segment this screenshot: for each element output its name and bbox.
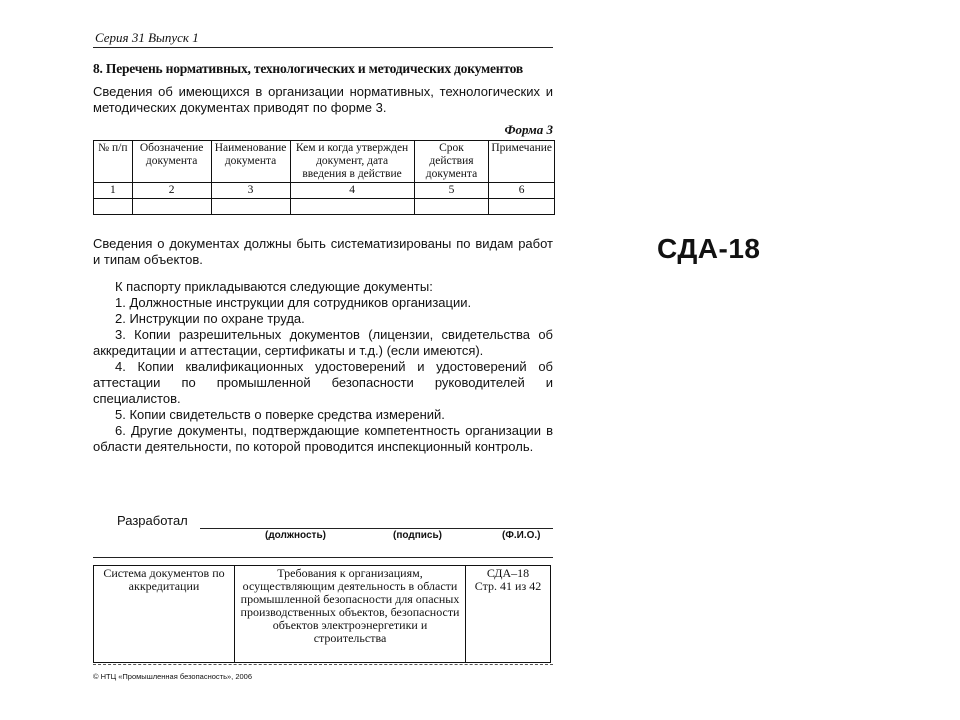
col-approved-header: Кем и когда утвержден документ, дата введения в действие	[290, 141, 414, 183]
col-note-index: 6	[489, 183, 555, 199]
attachment-item: 3. Копии разрешительных документов (лицензии, свидетельства об аккредитации и аттестации, сертификаты и т.д.) (если имеются).	[93, 327, 553, 358]
footer-requirements: Требования к организациям, осуществляющим деятельность в области промышленной безопасности для опасных производственных объектов, безопасности объектов электроэнергетики и строительства	[235, 566, 466, 663]
footer-divider	[93, 664, 553, 665]
col-designation-header: Обозначение документа	[132, 141, 211, 183]
form-label: Форма 3	[504, 122, 553, 137]
header-rule	[93, 47, 553, 48]
attachments-list	[93, 279, 553, 455]
col-note-header: Примечание	[489, 141, 555, 183]
empty-cell	[489, 199, 555, 215]
form3-number-row	[94, 183, 555, 199]
attachment-item: 1. Должностные инструкции для сотрудников организации.	[115, 295, 472, 310]
footer-table	[93, 565, 551, 663]
empty-cell	[211, 199, 290, 215]
col-approved-index: 4	[290, 183, 414, 199]
signature-line	[200, 528, 553, 529]
col-number-header: № п/п	[94, 141, 133, 183]
empty-cell	[414, 199, 489, 215]
section-title: 8. Перечень нормативных, технологических и методических документов	[93, 61, 523, 76]
empty-cell	[132, 199, 211, 215]
systematize-paragraph: Сведения о документах должны быть систематизированы по видам работ и типам объектов.	[93, 236, 553, 267]
footer-top-rule	[93, 557, 553, 558]
form3-empty-row	[94, 199, 555, 215]
attachment-item: 5. Копии свидетельств о поверке средства измерений.	[115, 407, 445, 422]
position-caption: (должность)	[265, 530, 326, 541]
col-validity-header: Срок действия документа	[414, 141, 489, 183]
footer-system: Система документов по аккредитации	[94, 566, 235, 663]
document-code: СДА-18	[657, 233, 761, 264]
sign-caption: (подпись)	[393, 530, 442, 541]
footer-code: СДА–18	[486, 566, 530, 580]
series-header: Серия 31 Выпуск 1	[95, 30, 199, 45]
col-designation-index: 2	[132, 183, 211, 199]
col-name-header: Наименование документа	[211, 141, 290, 183]
attachment-item: 2. Инструкции по охране труда.	[115, 311, 305, 326]
form3-header-row	[94, 141, 555, 183]
col-name-index: 3	[211, 183, 290, 199]
form3-table	[93, 140, 555, 215]
intro-paragraph: Сведения об имеющихся в организации нормативных, технологических и методических документах приводят по форме 3.	[93, 84, 553, 115]
attachments-intro: К паспорту прикладываются следующие документы:	[115, 279, 433, 294]
copyright: © НТЦ «Промышленная безопасность», 2006	[93, 672, 253, 681]
footer-code-cell	[466, 566, 551, 663]
col-validity-index: 5	[414, 183, 489, 199]
fio-caption: (Ф.И.О.)	[502, 530, 541, 541]
empty-cell	[94, 199, 133, 215]
developed-by-label: Разработал	[117, 513, 188, 528]
attachment-item: 4. Копии квалификационных удостоверений и удостоверений об аттестации по промышленной безопасности руководителей и специалистов.	[93, 359, 553, 406]
col-number-index: 1	[94, 183, 133, 199]
attachment-item: 6. Другие документы, подтверждающие компетентность организации в области деятельности, по которой проводится инспекционный контроль.	[93, 423, 553, 454]
empty-cell	[290, 199, 414, 215]
footer-page: Стр. 41 из 42	[474, 579, 542, 593]
